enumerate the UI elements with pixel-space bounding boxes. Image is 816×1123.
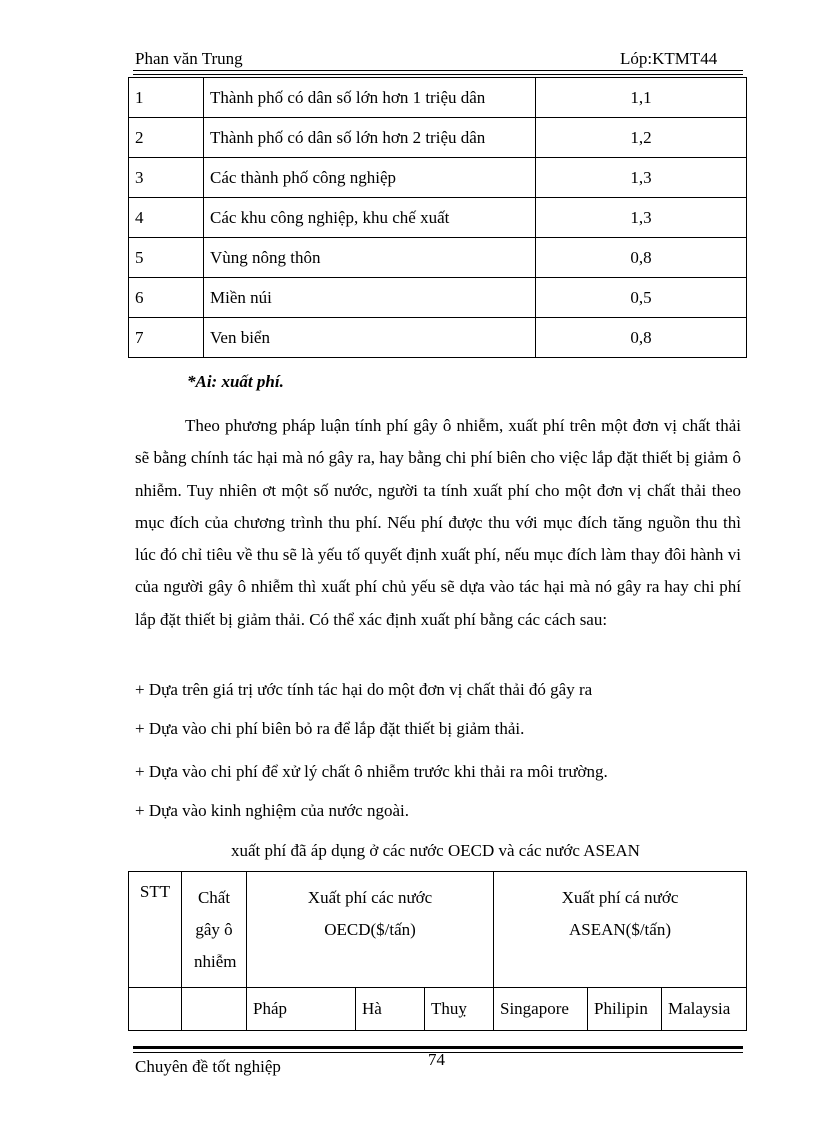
row-description: Vùng nông thôn <box>204 238 536 278</box>
row-number: 2 <box>129 118 204 158</box>
header-class: Lóp:KTMT44 <box>620 49 718 68</box>
header-pollutant: Chất gây ô nhiễm <box>182 872 247 988</box>
row-number: 7 <box>129 318 204 358</box>
row-coefficient: 0,5 <box>536 278 747 318</box>
header-stt: STT <box>129 872 182 988</box>
bullet-item: + Dựa vào chi phí để xử lý chất ô nhiễm trước khi thải ra môi trường. <box>135 762 608 781</box>
bullet-item: + Dựa vào chi phí biên bỏ ra để lắp đặt thiết bị giảm thải. <box>135 719 525 738</box>
fee-comparison-table <box>128 871 747 1031</box>
row-number: 1 <box>129 78 204 118</box>
section-heading: *Ai: xuất phí. <box>187 372 284 391</box>
row-description: Các khu công nghiệp, khu chế xuất <box>204 198 536 238</box>
empty-cell <box>129 988 182 1031</box>
country-singapore: Singapore <box>494 988 588 1031</box>
header-rule <box>133 70 743 71</box>
table-row <box>129 278 747 318</box>
footer-title: Chuyên đề tốt nghiệp <box>135 1057 281 1076</box>
country-sweden: Thuỵ <box>425 988 494 1031</box>
row-number: 6 <box>129 278 204 318</box>
row-description: Thành phố có dân số lớn hơn 1 triệu dân <box>204 78 536 118</box>
header-oecd: Xuất phí các nước OECD($/tấn) <box>247 872 494 988</box>
bullet-item: + Dựa vào kinh nghiệm của nước ngoài. <box>135 801 409 820</box>
table-caption: xuất phí đã áp dụng ở các nước OECD và các nước ASEAN <box>231 841 640 860</box>
row-number: 4 <box>129 198 204 238</box>
table-row <box>129 158 747 198</box>
country-france: Pháp <box>247 988 356 1031</box>
row-description: Ven biển <box>204 318 536 358</box>
row-coefficient: 1,2 <box>536 118 747 158</box>
table-row <box>129 318 747 358</box>
table-row <box>129 198 747 238</box>
bullet-item: + Dựa trên giá trị ước tính tác hại do một đơn vị chất thải đó gây ra <box>135 680 593 699</box>
footer-rule <box>133 1046 743 1049</box>
header-rule-thin <box>133 74 743 75</box>
page-number: 74 <box>428 1050 445 1069</box>
country-netherlands: Hà <box>356 988 425 1031</box>
country-philippines: Philipin <box>588 988 662 1031</box>
table-row <box>129 238 747 278</box>
row-coefficient: 1,1 <box>536 78 747 118</box>
header-author: Phan văn Trung <box>135 49 243 68</box>
coefficient-table <box>128 77 747 358</box>
table-row <box>129 78 747 118</box>
row-number: 3 <box>129 158 204 198</box>
table-row <box>129 118 747 158</box>
row-coefficient: 0,8 <box>536 238 747 278</box>
body-paragraph: Theo phương pháp luận tính phí gây ô nhiễm, xuất phí trên một đơn vị chất thải sẽ bằng chính tác hại mà nó gây ra, hay bằng chi phí biên cho việc lắp đặt thiết bị giảm ô nhiễm. Tuy nhiên ơt một số nước, người ta tính xuất phí cho một đơn vị chất thải theo mục đích của chương trình thu phí. Nếu phí được thu với mục đích tăng nguồn thu thì lúc đó chỉ tiêu về thu sẽ là yếu tố quyết định xuất phí, nếu mục đích làm thay đôi hành vi của người gây ô nhiễm thì xuất phí chủ yếu sẽ dựa vào tác hại mà nó gây ra hay chi phí lắp đặt thiết bị giảm thải. Có thể xác định xuất phí bằng các cách sau: <box>135 416 741 629</box>
row-description: Các thành phố công nghiệp <box>204 158 536 198</box>
row-coefficient: 0,8 <box>536 318 747 358</box>
empty-cell <box>182 988 247 1031</box>
header-asean: Xuất phí cá nước ASEAN($/tấn) <box>494 872 747 988</box>
row-description: Thành phố có dân số lớn hơn 2 triệu dân <box>204 118 536 158</box>
row-number: 5 <box>129 238 204 278</box>
row-coefficient: 1,3 <box>536 198 747 238</box>
row-description: Miền núi <box>204 278 536 318</box>
country-malaysia: Malaysia <box>662 988 747 1031</box>
row-coefficient: 1,3 <box>536 158 747 198</box>
